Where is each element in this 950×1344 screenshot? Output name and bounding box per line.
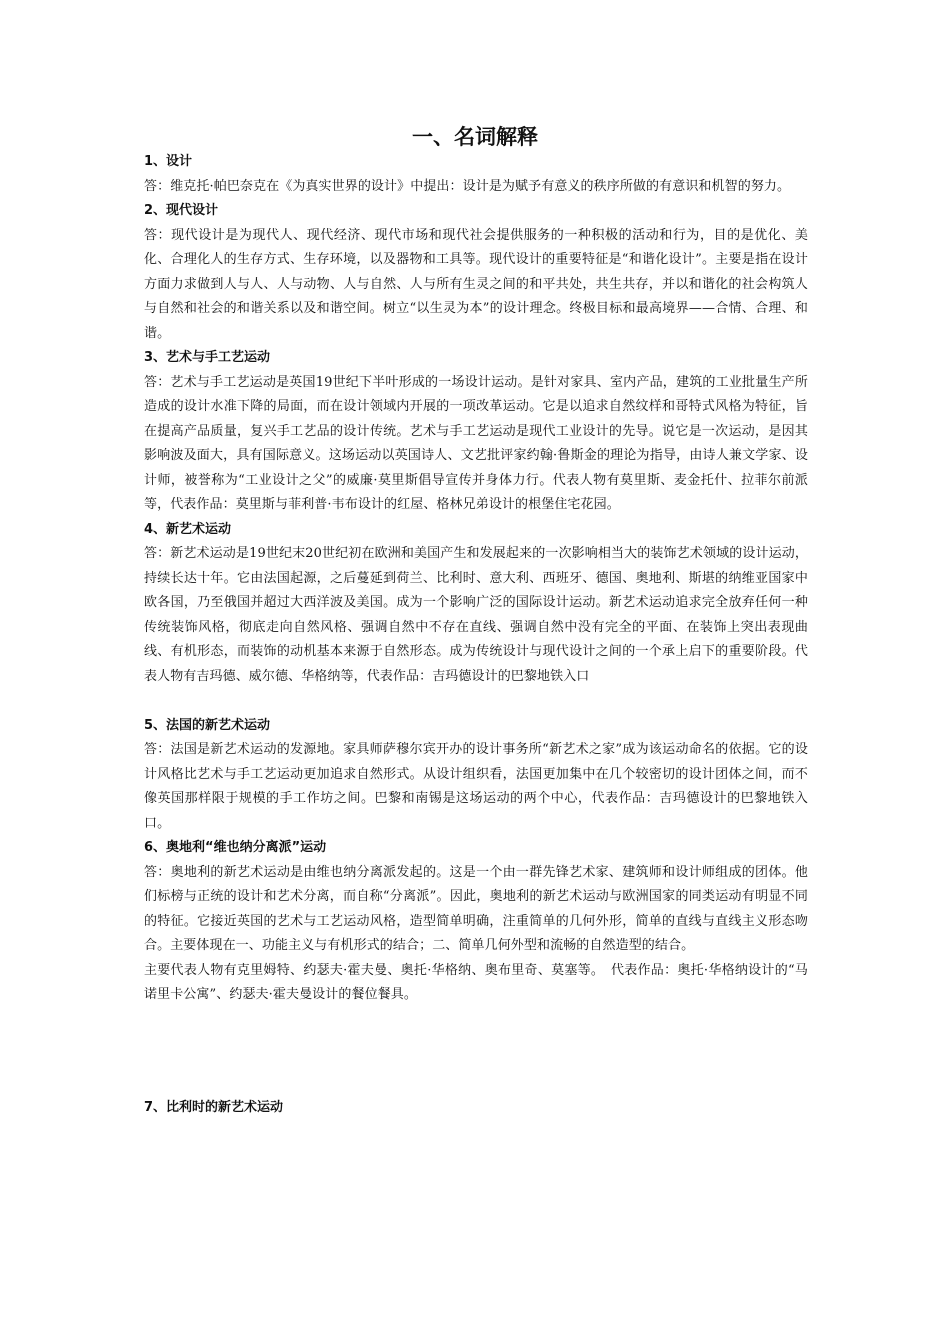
section-paragraph: 主要代表人物有克里姆特、约瑟夫·霍夫曼、奥托·华格纳、奥布里奇、莫塞等。 代表作品：奥托·华格纳设计的“马诺里卡公寓”、约瑟夫·霍夫曼设计的餐位餐具。 xyxy=(144,962,808,1002)
section-heading-art-nouveau: 4、新艺术运动 xyxy=(144,521,232,537)
section-heading-french-art-nouveau: 5、法国的新艺术运动 xyxy=(144,717,271,733)
section-heading-arts-and-crafts: 3、艺术与手工艺运动 xyxy=(144,350,271,365)
document-body xyxy=(144,150,808,1120)
section-paragraph: 答：艺术与手工艺运动是英国19世纪下半叶形成的一场设计运动。是针对家具、室内产品，建筑的工业批量生产所造成的设计水准下降的局面，而在设计领域内开展的一项改革运动。它是以追求自然纹样和哥特式风格为特征，旨在提高产品质量，复兴手工艺品的设计传统。艺术与手工艺运动是现代工业设计的先导。说它是一次运动，是因其影响波及面大，具有国际意义。这场运动以英国诗人、文艺批评家约翰·鲁斯金的理论为指导，由诗人兼文学家、设计师，被誉称为“工业设计之父”的威廉·莫里斯倡导宣传并身体力行。代表人物有莫里斯、麦金托什、拉菲尔前派等，代表作品：莫里斯与菲利普·韦布设计的红屋、格林兄弟设计的根堡住宅花园。 xyxy=(144,374,808,512)
section-paragraph: 答：法国是新艺术运动的发源地。家具师萨穆尔宾开办的设计事务所“新艺术之家”成为该运动命名的依据。它的设计风格比艺术与手工艺运动更加追求自然形式。从设计组织看，法国更加集中在几个较密切的设计团体之间，而不像英国那样限于规模的手工作坊之间。巴黎和南锡是这场运动的两个中心，代表作品：吉玛德设计的巴黎地铁入口。 xyxy=(144,742,808,831)
section-heading-design: 1、设计 xyxy=(144,154,193,169)
section-heading-belgian-art-nouveau: 7、比利时的新艺术运动 xyxy=(144,1099,284,1115)
section-heading-vienna-secession: 6、奥地利“维也纳分离派”运动 xyxy=(144,840,327,855)
section-paragraph: 答：现代设计是为现代人、现代经济、现代市场和现代社会提供服务的一种积极的活动和行为，目的是优化、美化、合理化人的生存方式、生存环境，以及器物和工具等。现代设计的重要特征是“和谐化设计”。主要是指在设计方面力求做到人与人、人与动物、人与自然、人与所有生灵之间的和平共处，共生共存，并以和谐化的社会构筑人与自然和社会的和谐关系以及和谐空间。树立“以生灵为本”的设计理念。终极目标和最高境界——合情、合理、和谐。 xyxy=(144,227,808,341)
section-paragraph: 答：奥地利的新艺术运动是由维也纳分离派发起的。这是一个由一群先锋艺术家、建筑师和设计师组成的团体。他们标榜与正统的设计和艺术分离，而自称“分离派”。因此，奥地利的新艺术运动与欧洲国家的同类运动有明显不同的特征。它接近英国的艺术与工艺运动风格，造型简单明确，注重简单的几何外形，简单的直线与直线主义形态吻合。主要体现在一、功能主义与有机形式的结合；二、简单几何外型和流畅的自然造型的结合。 xyxy=(144,864,808,953)
document-title: 一、名词解释 xyxy=(412,125,538,149)
section-paragraph: 答：维克托·帕巴奈克在《为真实世界的设计》中提出：设计是为赋予有意义的秩序所做的有意识和机智的努力。 xyxy=(144,178,791,194)
blank-line xyxy=(144,689,808,714)
section-heading-modern-design: 2、现代设计 xyxy=(144,203,219,218)
blank-space xyxy=(144,1008,808,1096)
section-paragraph: 答：新艺术运动是19世纪末20世纪初在欧洲和美国产生和发展起来的一次影响相当大的装饰艺术领域的设计运动，持续长达十年。它由法国起源，之后蔓延到荷兰、比利时、意大利、西班牙、德国、奥地利、斯堪的纳维亚国家中欧各国，乃至俄国并超过大西洋波及美国。成为一个影响广泛的国际设计运动。新艺术运动追求完全放弃任何一种传统装饰风格，彻底走向自然风格、强调自然中不存在直线、强调自然中没有完全的平面、在装饰上突出表现曲线、有机形态，而装饰的动机基本来源于自然形态。成为传统设计与现代设计之间的一个承上启下的重要阶段。代表人物有吉玛德、威尔德、华格纳等，代表作品：吉玛德设计的巴黎地铁入口 xyxy=(144,546,808,684)
